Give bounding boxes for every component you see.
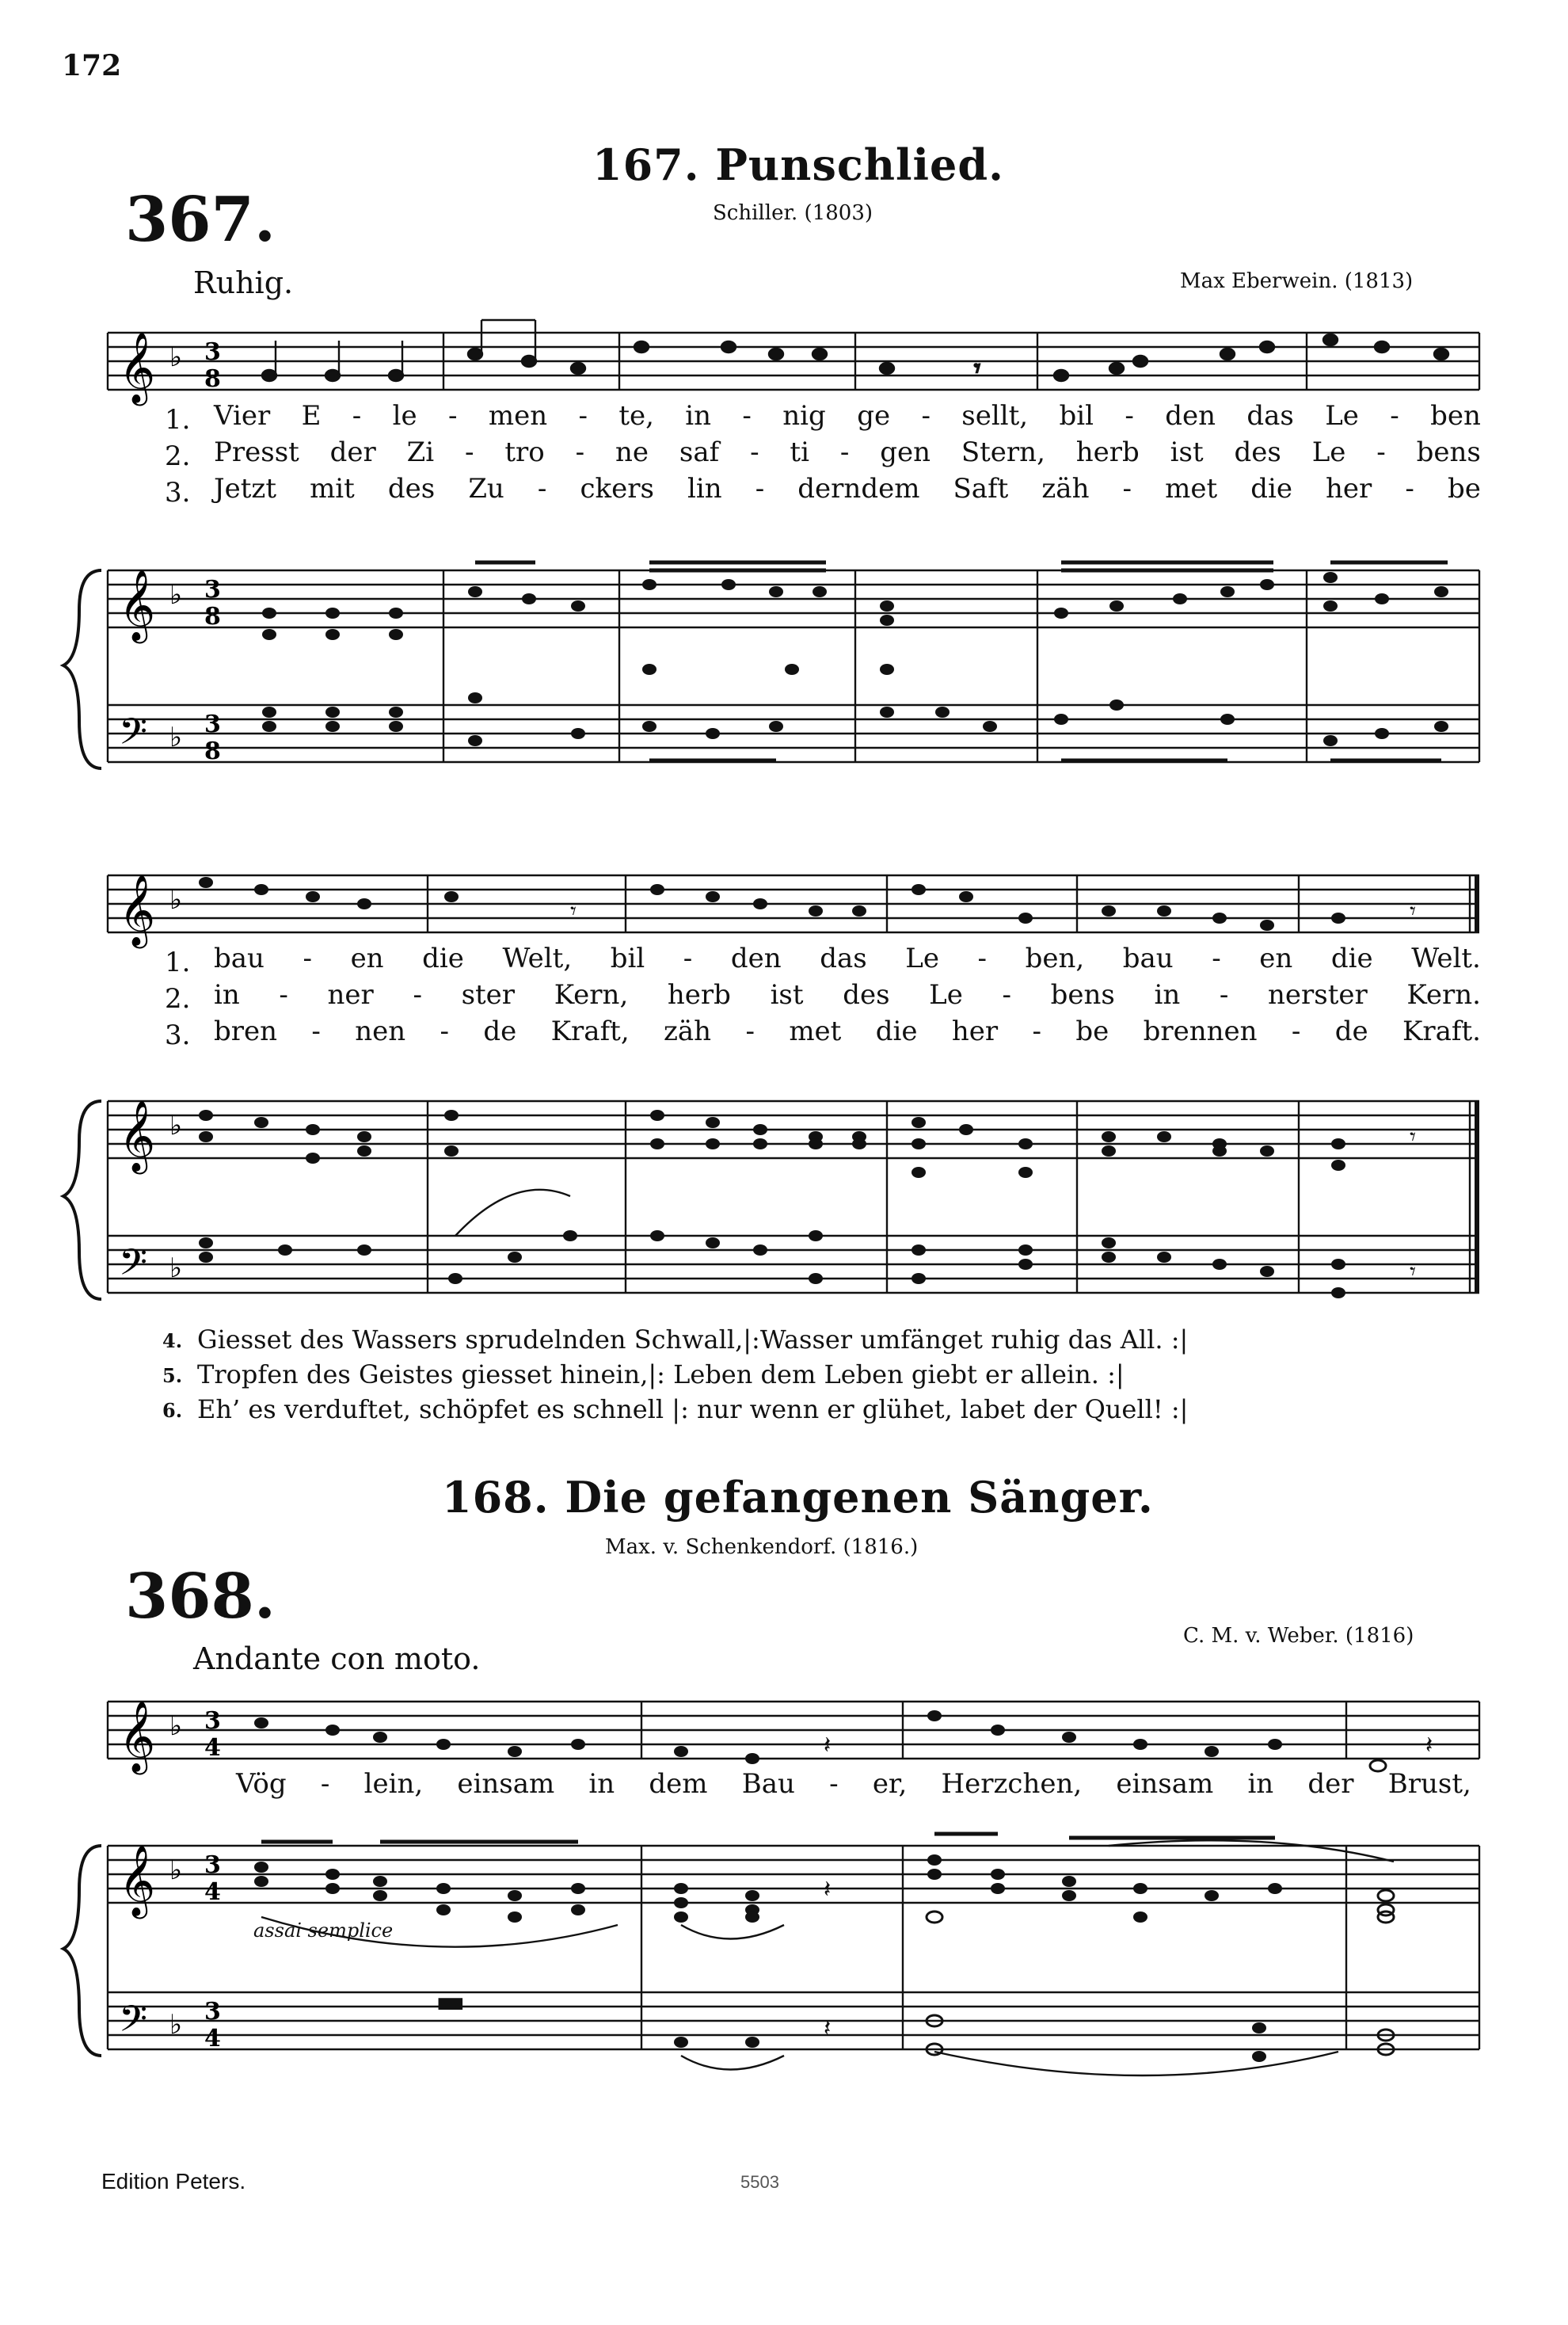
lyric-syllable: in [214,979,240,1011]
lyric-syllable: ben, [1025,943,1085,974]
lyric-syllable: den [1165,400,1216,432]
lyric-syllable: met [789,1016,842,1047]
lyric-syllable: Bau [741,1768,795,1800]
lyric-syllable: sellt, [961,400,1029,432]
lyric-syllable: zäh [1041,473,1090,505]
lyric-syllable: nen [355,1016,406,1047]
syllable-hyphen: - [755,473,765,505]
syllable-hyphen: - [311,1016,321,1047]
stanza-number: 6. [162,1399,183,1422]
verse-number: 3. [165,1020,191,1051]
lyric-syllable: en [350,943,384,974]
lyric-line-verse-2 [214,979,1481,1011]
lyric-syllable: des [1234,436,1281,468]
lyric-syllable: be [1075,1016,1109,1047]
lyric-syllable: bil [1059,400,1094,432]
svg-text:𝄢: 𝄢 [119,1998,148,2049]
tempo-marking: Ruhig. [193,265,294,300]
lyric-syllable: ist [1170,436,1204,468]
lyric-syllable: Le [929,979,963,1011]
lyric-syllable: die [875,1016,918,1047]
lyric-syllable: met [1165,473,1218,505]
verse-number: 1. [165,947,191,978]
lyric-syllable: tro [504,436,545,468]
lyric-syllable: des [843,979,890,1011]
lyric-syllable: Kraft. [1402,1016,1481,1047]
lyric-line-verse-3 [214,473,1481,505]
svg-text:♭: ♭ [169,884,183,916]
syllable-hyphen: - [921,400,931,432]
verse-number: 2. [165,440,191,472]
stanza-text: Tropfen des Geistes giesset hinein,|: Leben dem Leben giebt er allein. :| [197,1359,1125,1389]
svg-text:4: 4 [204,2025,221,2052]
stanza-text: Giesset des Wassers sprudelnden Schwall,|:Wasser umfänget ruhig das All. :| [197,1324,1189,1355]
lyric-syllable: bau [1122,943,1174,974]
lyric-syllable: Zu [468,473,504,505]
verse-number: 2. [165,983,191,1015]
lyric-syllable: das [1246,400,1294,432]
lyric-syllable: en [1259,943,1293,974]
lyric-syllable: herb [1075,436,1140,468]
lyric-syllable: ti [790,436,809,468]
verse-number: 1. [165,404,191,436]
plate-number: 5503 [740,2172,779,2192]
lyric-syllable: Kern. [1406,979,1481,1011]
lyric-syllable: Welt. [1411,943,1481,974]
syllable-hyphen: - [447,400,458,432]
svg-text:𝄞: 𝄞 [119,875,156,946]
svg-text:♭: ♭ [169,2009,183,2041]
tempo-marking: Andante con moto. [193,1641,481,1676]
expression-marking: assai semplice [253,1919,394,1942]
syllable-hyphen: - [537,473,547,505]
poet-credit: Schiller. (1803) [713,201,873,225]
lyric-syllable: Jetzt [214,473,276,505]
svg-text:♭: ♭ [169,722,183,753]
lyric-syllable: in [685,400,712,432]
lyric-syllable: die [1250,473,1292,505]
lyric-syllable: Stern, [961,436,1045,468]
svg-text:𝄾: 𝄾 [1410,1123,1416,1151]
lyric-syllable: de [1334,1016,1368,1047]
lyric-syllable: Welt, [502,943,573,974]
svg-text:𝄢: 𝄢 [119,1241,148,1293]
lyric-line-song-168 [236,1768,1471,1800]
syllable-hyphen: - [578,400,588,432]
lyric-syllable: ster [461,979,516,1011]
lyric-syllable: Vier [214,400,271,432]
svg-text:𝄽: 𝄽 [1425,1732,1433,1759]
poet-credit: Max. v. Schenkendorf. (1816.) [605,1535,919,1559]
lyric-syllable: lin [687,473,722,505]
svg-text:𝄞: 𝄞 [119,570,156,641]
verse-number: 3. [165,477,191,509]
svg-text:𝄞: 𝄞 [119,1100,156,1172]
svg-text:3: 3 [204,1998,221,2026]
lyric-syllable: in [1247,1768,1274,1800]
lyric-syllable: in [1154,979,1181,1011]
composer-credit: Max Eberwein. (1813) [1180,269,1414,293]
lyric-line-verse-2 [214,436,1481,468]
syllable-hyphen: - [839,436,850,468]
svg-text:♭: ♭ [169,1854,183,1886]
syllable-hyphen: - [1219,979,1229,1011]
syllable-hyphen: - [742,400,752,432]
stanza-number: 4. [162,1329,183,1352]
piano-staves-system-2 [0,1077,1568,1315]
svg-text:♭: ♭ [169,1710,183,1742]
syllable-hyphen: - [465,436,474,468]
lyric-syllable: te, [618,400,654,432]
lyric-syllable: her [1326,473,1372,505]
svg-text:𝄾: 𝄾 [570,898,577,925]
syllable-hyphen: - [352,400,362,432]
syllable-hyphen: - [1405,473,1414,505]
song-index-368: 368. [125,1561,276,1633]
svg-text:4: 4 [204,1734,221,1762]
svg-text:♭: ♭ [169,341,183,373]
syllable-hyphen: - [683,943,693,974]
song-index-367: 367. [125,184,276,256]
lyric-syllable: her [951,1016,999,1047]
lyric-syllable: der [329,436,376,468]
lyric-syllable: brennen [1143,1016,1258,1047]
lyric-syllable: be [1447,473,1481,505]
syllable-hyphen: - [279,979,288,1011]
lyric-syllable: Brust, [1387,1768,1471,1800]
lyric-syllable: zäh [664,1016,712,1047]
syllable-hyphen: - [1002,979,1011,1011]
lyric-syllable: in [588,1768,615,1800]
syllable-hyphen: - [1376,436,1386,468]
svg-text:4: 4 [204,1878,221,1906]
lyric-syllable: de [483,1016,517,1047]
lyric-syllable: ner [327,979,374,1011]
lyric-line-verse-1 [214,943,1481,974]
svg-text:3: 3 [204,576,221,604]
lyric-line-verse-3 [214,1016,1481,1047]
lyric-syllable: Vög [236,1768,287,1800]
lyric-line-verse-1 [214,400,1481,432]
lyric-syllable: Le [1311,436,1346,468]
lyric-syllable: ist [770,979,804,1011]
svg-text:8: 8 [204,738,221,765]
lyric-syllable: des [387,473,436,505]
lyric-syllable: nerster [1268,979,1368,1011]
syllable-hyphen: - [440,1016,450,1047]
syllable-hyphen: - [320,1768,330,1800]
lyric-syllable: Le [905,943,939,974]
syllable-hyphen: - [303,943,312,974]
svg-text:𝄾: 𝄾 [1410,898,1416,925]
composer-credit: C. M. v. Weber. (1816) [1183,1624,1414,1648]
syllable-hyphen: - [1125,400,1134,432]
svg-text:𝄾: 𝄾 [1410,1258,1416,1286]
lyric-syllable: bens [1050,979,1115,1011]
stanza-number: 5. [162,1364,183,1387]
lyric-syllable: herb [667,979,731,1011]
svg-text:𝄽: 𝄽 [824,1732,832,1759]
svg-text:𝄞: 𝄞 [119,1701,156,1772]
lyric-syllable: die [1330,943,1373,974]
svg-text:▬: ▬ [436,1984,466,2020]
lyric-syllable: Zi [406,436,435,468]
lyric-syllable: Kern, [554,979,629,1011]
syllable-hyphen: - [413,979,422,1011]
lyric-syllable: bil [610,943,645,974]
lyric-syllable: Presst [214,436,299,468]
lyric-syllable: saf [679,436,720,468]
song-title-168: 168. Die gefangenen Sänger. [442,1472,1154,1523]
lyric-syllable: ben [1430,400,1481,432]
lyric-syllable: bens [1416,436,1481,468]
svg-text:♭: ♭ [169,579,183,611]
syllable-hyphen: - [1032,1016,1041,1047]
svg-text:𝄢: 𝄢 [119,711,148,762]
lyric-syllable: Herzchen, [941,1768,1083,1800]
lyric-syllable: ge [857,400,891,432]
svg-text:3: 3 [204,1851,221,1879]
lyric-syllable: das [820,943,867,974]
svg-text:♭: ♭ [169,1252,183,1284]
lyric-syllable: E [301,400,322,432]
syllable-hyphen: - [1390,400,1399,432]
song-title-167: 167. Punschlied. [592,139,1004,190]
piano-staves-song-168 [0,1814,1568,2083]
lyric-syllable: Le [1325,400,1359,432]
syllable-hyphen: - [575,436,585,468]
lyric-syllable: den [730,943,782,974]
lyric-syllable: ne [615,436,649,468]
stanza-text: Eh’ es verduftet, schöpfet es schnell |: nur wenn er glühet, labet der Quell! :| [197,1394,1189,1424]
svg-text:8: 8 [204,365,221,393]
lyric-syllable: derndem [797,473,920,505]
syllable-hyphen: - [745,1016,755,1047]
lyric-syllable: dem [649,1768,708,1800]
lyric-syllable: der [1307,1768,1354,1800]
lyric-syllable: einsam [1116,1768,1214,1800]
svg-text:𝄾: 𝄾 [974,355,980,383]
publisher-footer: Edition Peters. [101,2169,246,2194]
lyric-syllable: mit [310,473,355,505]
lyric-syllable: men [488,400,548,432]
svg-text:𝄞: 𝄞 [119,1845,156,1916]
lyric-syllable: le [392,400,417,432]
piano-staves-system-1 [0,539,1568,800]
lyric-syllable: Saft [953,473,1009,505]
lyric-syllable: gen [880,436,931,468]
svg-text:3: 3 [204,711,221,738]
syllable-hyphen: - [750,436,759,468]
svg-text:𝄽: 𝄽 [824,2014,832,2042]
page-number: 172 [62,49,122,82]
lyric-syllable: er, [872,1768,908,1800]
svg-text:𝄽: 𝄽 [824,1876,832,1904]
syllable-hyphen: - [1212,943,1221,974]
lyric-syllable: einsam [457,1768,555,1800]
lyric-syllable: bren [214,1016,278,1047]
lyric-syllable: lein, [363,1768,424,1800]
syllable-hyphen: - [829,1768,839,1800]
lyric-syllable: die [422,943,464,974]
svg-text:♭: ♭ [169,1110,183,1142]
svg-text:3: 3 [204,338,221,366]
syllable-hyphen: - [1291,1016,1301,1047]
lyric-syllable: Kraft, [550,1016,630,1047]
svg-text:3: 3 [204,1707,221,1735]
svg-text:8: 8 [204,603,221,631]
syllable-hyphen: - [1122,473,1132,505]
lyric-syllable: bau [214,943,265,974]
lyric-syllable: nig [782,400,826,432]
svg-text:𝄞: 𝄞 [119,332,156,403]
syllable-hyphen: - [977,943,987,974]
lyric-syllable: ckers [580,473,654,505]
